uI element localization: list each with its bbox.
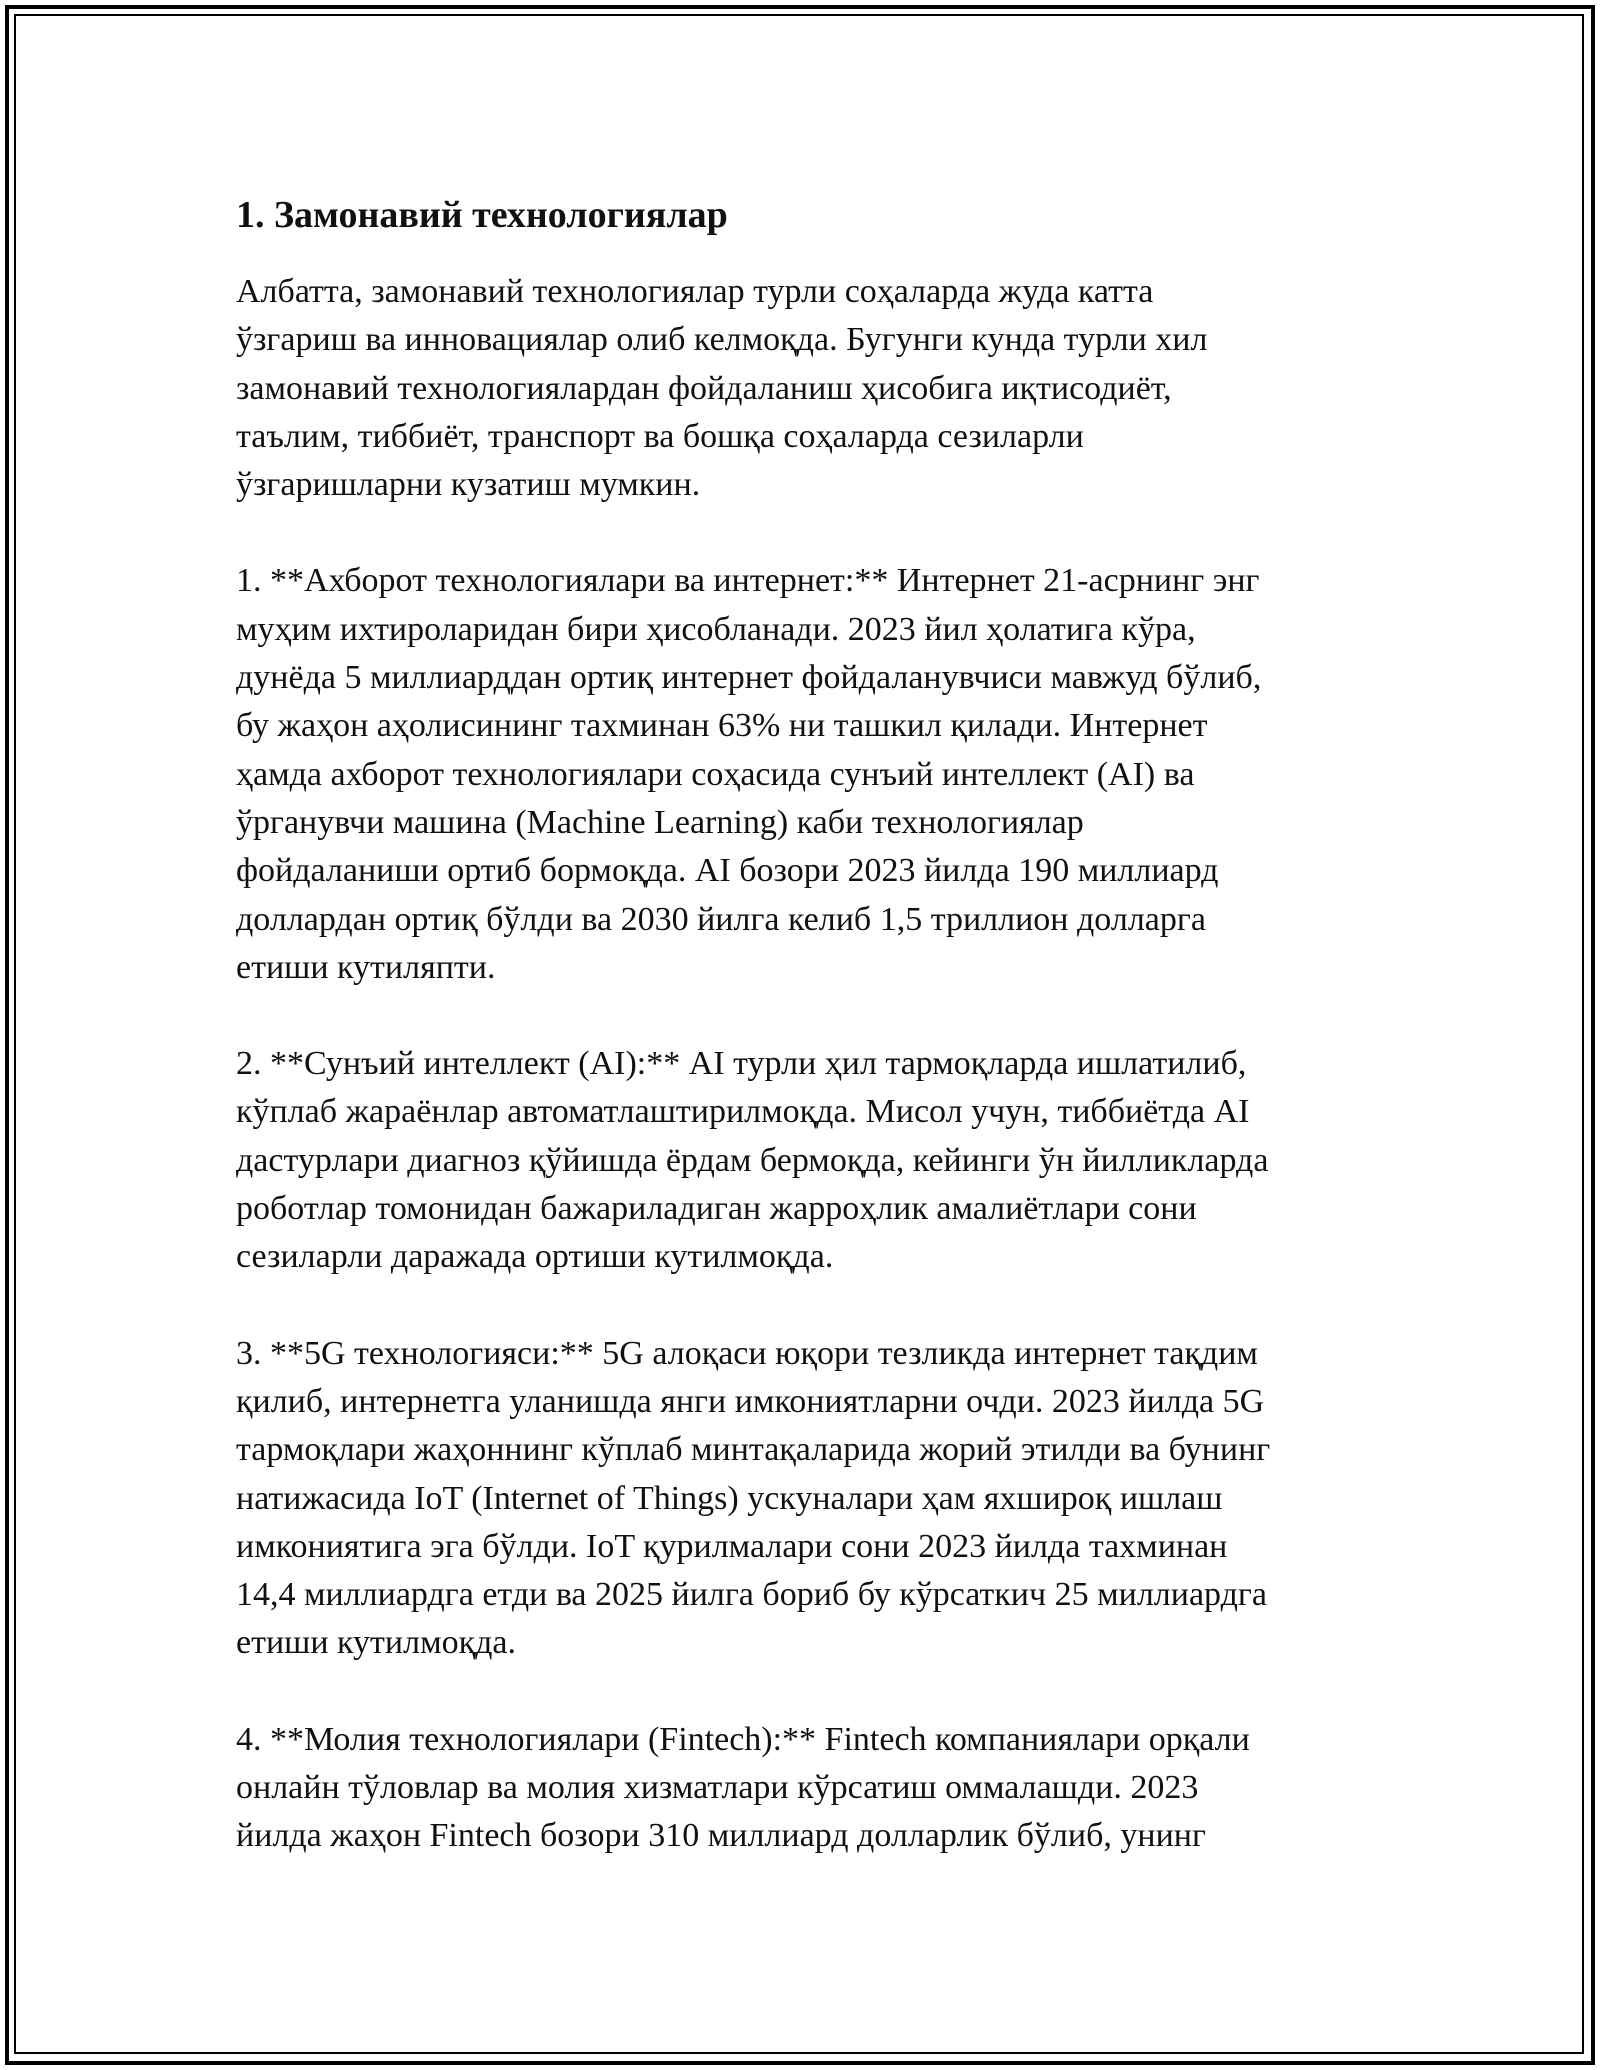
- document-page: [236, 186, 1376, 1909]
- text-line: 4. **Молия технологиялари (Fintech):** Fintech компаниялари орқали: [236, 1720, 1250, 1758]
- text-line: 14,4 миллиардга етди ва 2025 йилга бориб бу кўрсаткич 25 миллиардга: [236, 1576, 1267, 1614]
- text-line: роботлар томонидан бажариладиган жарроҳлик амалиётлари сони: [236, 1190, 1197, 1228]
- text-line: етиши кутиляпти.: [236, 948, 496, 986]
- text-line: муҳим ихтироларидан бири ҳисобланади. 2023 йил ҳолатига кўра,: [236, 610, 1196, 648]
- text-line: замонавий технологиялардан фойдаланиш ҳисобига иқтисодиёт,: [236, 369, 1172, 407]
- document-title: 1. Замонавий технологиялар: [236, 194, 728, 236]
- text-line: ўзгариш ва инновациялар олиб келмоқда. Бугунги кунда турли хил: [236, 321, 1208, 359]
- text-line: сезиларли даражада ортиши кутилмоқда.: [236, 1238, 834, 1276]
- text-line: дунёда 5 миллиарддан ортиқ интернет фойдаланувчиси мавжуд бўлиб,: [236, 659, 1262, 697]
- text-line: онлайн тўловлар ва молия хизматлари кўрсатиш оммалашди. 2023: [236, 1769, 1199, 1807]
- text-line: йилда жаҳон Fintech бозори 310 миллиард долларлик бўлиб, унинг: [236, 1817, 1206, 1855]
- section-paragraph-ai: [236, 1040, 1376, 1281]
- section-paragraph-it-internet: [236, 557, 1376, 992]
- section-paragraph-fintech: [236, 1716, 1376, 1861]
- text-line: 1. **Ахборот технологиялари ва интернет:** Интернет 21-асрнинг энг: [236, 562, 1260, 600]
- section-paragraph-5g: [236, 1330, 1376, 1668]
- text-line: натижасида IoT (Internet of Things) ускуналари ҳам яхшироқ ишлаш: [236, 1479, 1223, 1517]
- text-line: етиши кутилмоқда.: [236, 1624, 517, 1662]
- text-line: тармоқлари жаҳоннинг кўплаб минтақаларида жорий этилди ва бунинг: [236, 1431, 1271, 1469]
- text-line: ўрганувчи машина (Machine Learning) каби технологиялар: [236, 803, 1084, 841]
- text-line: имкониятига эга бўлди. IoT қурилмалари сони 2023 йилда тахминан: [236, 1527, 1228, 1565]
- text-line: дастурлари диагноз қўйишда ёрдам бермоқда, кейинги ўн йилликларда: [236, 1141, 1269, 1179]
- intro-paragraph: [236, 268, 1376, 509]
- text-line: қилиб, интернетга уланишда янги имкониятларни очди. 2023 йилда 5G: [236, 1382, 1265, 1420]
- text-line: ўзгаришларни кузатиш мумкин.: [236, 466, 701, 504]
- text-line: Албатта, замонавий технологиялар турли соҳаларда жуда катта: [236, 273, 1154, 310]
- text-line: ҳамда ахборот технологиялари соҳасида сунъий интеллект (AI) ва: [236, 755, 1195, 793]
- text-line: фойдаланиши ортиб бормоқда. AI бозори 2023 йилда 190 миллиард: [236, 852, 1219, 890]
- text-line: бу жаҳон аҳолисининг тахминан 63% ни ташкил қилади. Интернет: [236, 707, 1208, 745]
- text-line: 3. **5G технологияси:** 5G алоқаси юқори тезликда интернет тақдим: [236, 1334, 1258, 1372]
- text-line: 2. **Сунъий интеллект (AI):** AI турли ҳил тармоқларда ишлатилиб,: [236, 1045, 1247, 1083]
- text-line: доллардан ортиқ бўлди ва 2030 йилга келиб 1,5 триллион долларга: [236, 900, 1206, 938]
- text-line: кўплаб жараёнлар автоматлаштирилмоқда. Мисол учун, тиббиётда AI: [236, 1093, 1250, 1131]
- text-line: таълим, тиббиёт, транспорт ва бошқа соҳаларда сезиларли: [236, 417, 1084, 455]
